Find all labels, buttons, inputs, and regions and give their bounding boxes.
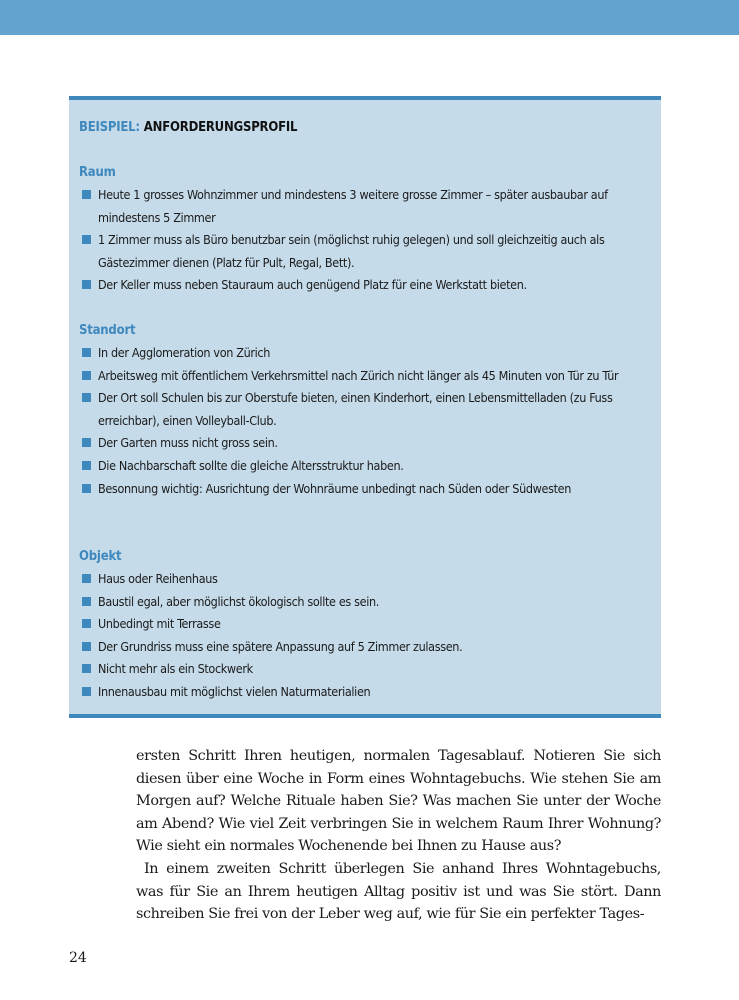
- list-item-text: Der Ort soll Schulen bis zur Oberstufe bieten, einen Kinderhort, einen Lebensmittelladen (zu Fuss erreichbar), einen Volleyball-Club.: [98, 390, 613, 428]
- section-heading: Objekt: [79, 549, 122, 564]
- list-item-text: In der Agglomeration von Zürich: [98, 345, 271, 360]
- list-item: [79, 274, 654, 297]
- list-item-text: Nicht mehr als ein Stockwerk: [98, 661, 253, 677]
- list-item: [79, 681, 654, 704]
- section-objekt: [79, 546, 654, 704]
- list-item: [79, 342, 654, 365]
- square-bullet-icon: [82, 348, 91, 357]
- square-bullet-icon: [82, 664, 91, 673]
- page-number: 24: [69, 950, 87, 966]
- list-item-text: Unbedingt mit Terrasse: [98, 616, 221, 632]
- list-item-text: Arbeitsweg mit öffentlichem Verkehrsmittel nach Zürich nicht länger als 45 Minuten von Tür zu Tür: [98, 367, 619, 383]
- section-standort: [79, 320, 654, 500]
- list-item: [79, 658, 654, 681]
- list-item-text: Heute 1 grosses Wohnzimmer und mindestens 3 weitere grosse Zimmer – später ausbaubar auf mindestens 5 Zimmer: [98, 187, 608, 225]
- list-item: [79, 229, 654, 274]
- section-heading: Raum: [79, 165, 116, 180]
- list-item: [79, 636, 654, 659]
- list-item-text: Der Garten muss nicht gross sein.: [98, 435, 278, 451]
- section-heading: Standort: [79, 323, 136, 338]
- list-item: [79, 455, 654, 478]
- list-item: [79, 365, 654, 388]
- list-item: [79, 568, 654, 591]
- square-bullet-icon: [82, 619, 91, 628]
- box-title: [79, 120, 297, 135]
- paragraph: ersten Schritt Ihren heutigen, normalen Tagesablauf. Notieren Sie sich diesen über eine Woche in Form eines Wohntagebuchs. Wie stehen Sie am Morgen auf? Welche Rituale haben Sie? Was machen Sie unter der Woche am Abend? Wie viel Zeit verbringen Sie in welchem Raum Ihrer Wohnung? Wie sieht ein normales Wochenende bei Ihnen zu Hause aus?: [136, 748, 661, 855]
- list-item: [79, 387, 654, 432]
- list-item-text: Der Grundriss muss eine spätere Anpassung auf 5 Zimmer zulassen.: [98, 638, 463, 654]
- header-band: [0, 0, 739, 35]
- list-item: [79, 591, 654, 614]
- list-item: [79, 478, 654, 501]
- square-bullet-icon: [82, 687, 91, 696]
- list-item: [79, 432, 654, 455]
- paragraph: In einem zweiten Schritt überlegen Sie anhand Ihres Wohntagebuchs, was für Sie an Ihrem heutigen Alltag positiv ist und was Sie stört. Dann schreiben Sie frei von der Leber weg auf, wie für Sie ein perfekter Tages-: [136, 860, 661, 923]
- square-bullet-icon: [82, 461, 91, 470]
- square-bullet-icon: [82, 438, 91, 447]
- square-bullet-icon: [82, 371, 91, 380]
- list-item-text: Haus oder Reihenhaus: [98, 571, 218, 586]
- list-item-text: Besonnung wichtig: Ausrichtung der Wohnräume unbedingt nach Süden oder Südwesten: [98, 480, 571, 496]
- list-item: [79, 184, 654, 229]
- list-item-text: Der Keller muss neben Stauraum auch genügend Platz für eine Werkstatt bieten.: [98, 277, 527, 293]
- box-title-text: ANFORDERUNGSPROFIL: [143, 120, 298, 135]
- square-bullet-icon: [82, 190, 91, 199]
- section-raum: [79, 162, 654, 297]
- list-item-text: Innenausbau mit möglichst vielen Naturmaterialien: [98, 683, 371, 699]
- square-bullet-icon: [82, 484, 91, 493]
- example-box: [69, 96, 661, 718]
- square-bullet-icon: [82, 393, 91, 402]
- list-item-text: 1 Zimmer muss als Büro benutzbar sein (möglichst ruhig gelegen) und soll gleichzeitig auch als Gästezimmer dienen (Platz für Pult, Regal, Bett).: [98, 232, 605, 270]
- list-item: [79, 613, 654, 636]
- list-item-text: Die Nachbarschaft sollte die gleiche Altersstruktur haben.: [98, 457, 404, 473]
- list-item-text: Baustil egal, aber möglichst ökologisch sollte es sein.: [98, 593, 379, 609]
- box-title-label: BEISPIEL:: [79, 120, 140, 135]
- body-text: [136, 745, 661, 926]
- square-bullet-icon: [82, 574, 91, 583]
- square-bullet-icon: [82, 642, 91, 651]
- square-bullet-icon: [82, 280, 91, 289]
- square-bullet-icon: [82, 597, 91, 606]
- square-bullet-icon: [82, 235, 91, 244]
